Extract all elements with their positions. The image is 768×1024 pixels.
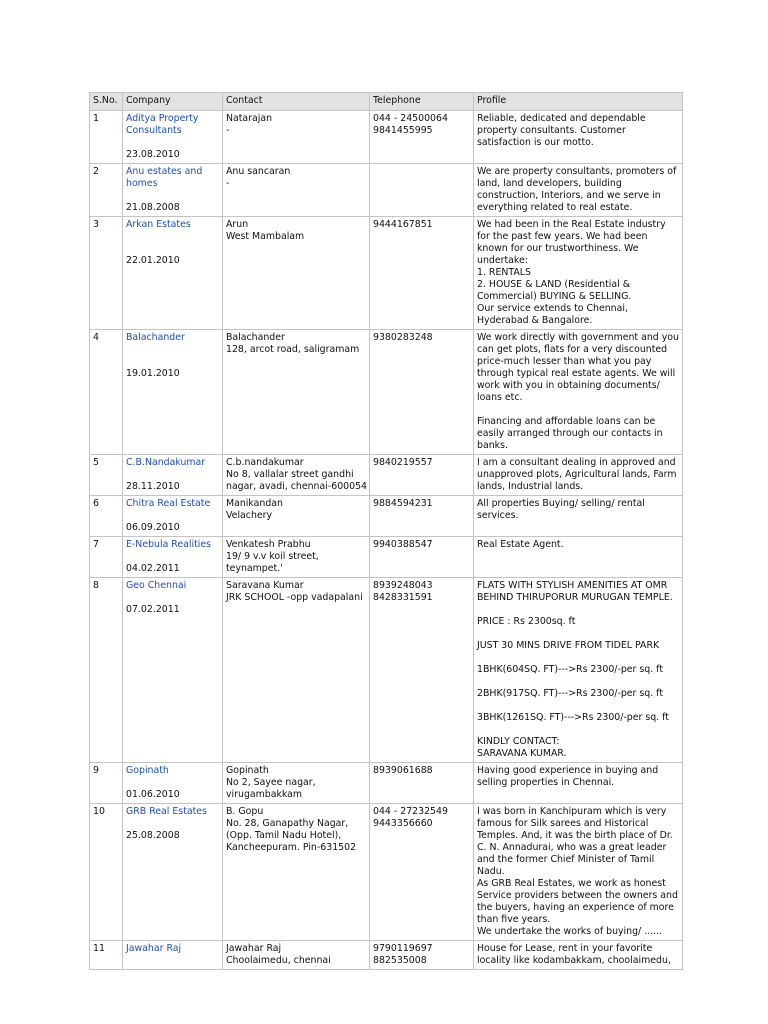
cell-telephone: [370, 330, 474, 455]
header-sno: S.No.: [90, 93, 123, 111]
cell-contact: [223, 578, 370, 763]
telephone-number: 9940388547: [373, 539, 433, 550]
listing-date: 21.08.2008: [126, 202, 180, 213]
cell-sno: 2: [90, 164, 123, 217]
table-row: [90, 496, 683, 537]
telephone-number: 8428331591: [373, 592, 433, 603]
company-link[interactable]: Arkan Estates: [126, 219, 191, 230]
cell-company: [123, 941, 223, 970]
listing-date: 23.08.2010: [126, 149, 180, 160]
cell-contact: [223, 111, 370, 164]
spacer: [126, 137, 219, 149]
contact-line: B. Gopu: [226, 806, 264, 817]
contact-line: Venkatesh Prabhu: [226, 539, 311, 550]
table-row: [90, 941, 683, 970]
telephone-number: 9790119697: [373, 943, 433, 954]
telephone-number: 9840219557: [373, 457, 433, 468]
header-contact: Contact: [223, 93, 370, 111]
real-estate-listing-table: [89, 92, 683, 970]
cell-telephone: [370, 217, 474, 330]
cell-sno: 3: [90, 217, 123, 330]
cell-contact: [223, 330, 370, 455]
cell-profile: Real Estate Agent.: [474, 537, 683, 578]
company-link[interactable]: Geo Chennai: [126, 580, 187, 591]
cell-company: [123, 496, 223, 537]
spacer: [126, 777, 219, 789]
spacer: [126, 955, 219, 967]
cell-telephone: [370, 496, 474, 537]
cell-contact: [223, 763, 370, 804]
company-link[interactable]: Gopinath: [126, 765, 169, 776]
cell-telephone: [370, 578, 474, 763]
contact-line: Manikandan: [226, 498, 283, 509]
telephone-number: 9841455995: [373, 125, 433, 136]
contact-line: -: [226, 178, 230, 189]
contact-line: JRK SCHOOL -opp vadapalani: [226, 592, 363, 603]
cell-telephone: [370, 111, 474, 164]
table-row: [90, 804, 683, 941]
telephone-number: 8939248043: [373, 580, 433, 591]
contact-line: No 2, Sayee nagar,: [226, 777, 316, 788]
contact-line: Velachery: [226, 510, 273, 521]
table-row: [90, 578, 683, 763]
table-header-row: [90, 93, 683, 111]
contact-line: No 8, vallalar street gandhi: [226, 469, 354, 480]
listing-date: 25.08.2008: [126, 830, 180, 841]
listing-date: 04.02.2011: [126, 563, 180, 574]
table-row: [90, 330, 683, 455]
contact-line: (Opp. Tamil Nadu Hotel),: [226, 830, 342, 841]
cell-profile: We had been in the Real Estate industry for the past few years. We had been known for our trustworthiness. We undertake: 1. RENTALS 2. HOUSE & LAND (Residential & Commercial) BUYING & SELLING. Our service extends to Chennai, Hyderabad & Bangalore.: [474, 217, 683, 330]
company-link[interactable]: Anu estates and homes: [126, 166, 203, 189]
listing-date: 01.06.2010: [126, 789, 180, 800]
listing-date: 22.01.2010: [126, 255, 180, 266]
cell-profile: We are property consultants, promoters of land, land developers, building construction, Interiors, and we serve in everything related to real estate.: [474, 164, 683, 217]
cell-profile: Reliable, dedicated and dependable property consultants. Customer satisfaction is our motto.: [474, 111, 683, 164]
telephone-number: 9444167851: [373, 219, 433, 230]
contact-line: Anu sancaran: [226, 166, 291, 177]
header-company: Company: [123, 93, 223, 111]
contact-line: 19/ 9 v.v koil street,: [226, 551, 319, 562]
cell-telephone: [370, 763, 474, 804]
table-row: [90, 111, 683, 164]
cell-profile: We work directly with government and you can get plots, flats for a very discounted price-much lesser than what you pay through typical real estate agents. We will work with you in obtaining documents/ loans etc. Financing and affordable loans can be easily arranged through our contacts in banks.: [474, 330, 683, 455]
telephone-number: 8939061688: [373, 765, 433, 776]
telephone-number: 044 - 27232549: [373, 806, 448, 817]
contact-line: Saravana Kumar: [226, 580, 304, 591]
spacer: [126, 469, 219, 481]
cell-sno: 7: [90, 537, 123, 578]
contact-line: Balachander: [226, 332, 285, 343]
spacer: [126, 344, 219, 368]
company-link[interactable]: Jawahar Raj: [126, 943, 182, 954]
cell-company: [123, 330, 223, 455]
cell-company: [123, 164, 223, 217]
listing-date: 06.09.2010: [126, 522, 180, 533]
contact-line: 128, arcot road, saligramam: [226, 344, 360, 355]
cell-contact: [223, 496, 370, 537]
contact-line: Jawahar Raj: [226, 943, 282, 954]
cell-company: [123, 217, 223, 330]
table-row: [90, 217, 683, 330]
cell-company: [123, 537, 223, 578]
telephone-number: 9884594231: [373, 498, 433, 509]
cell-contact: [223, 537, 370, 578]
cell-company: [123, 578, 223, 763]
table-body: [90, 111, 683, 970]
cell-company: [123, 763, 223, 804]
listing-date: 07.02.2011: [126, 604, 180, 615]
contact-line: Natarajan: [226, 113, 273, 124]
contact-line: -: [226, 125, 230, 136]
table-row: [90, 164, 683, 217]
listing-date: 28.11.2010: [126, 481, 180, 492]
cell-contact: [223, 804, 370, 941]
company-link[interactable]: C.B.Nandakumar: [126, 457, 206, 468]
cell-telephone: [370, 804, 474, 941]
cell-sno: 11: [90, 941, 123, 970]
cell-company: [123, 804, 223, 941]
cell-contact: [223, 164, 370, 217]
cell-sno: 10: [90, 804, 123, 941]
cell-sno: 9: [90, 763, 123, 804]
telephone-number: 9443356660: [373, 818, 433, 829]
cell-profile: FLATS WITH STYLISH AMENITIES AT OMR BEHIND THIRUPORUR MURUGAN TEMPLE. PRICE : Rs 2300sq. ft JUST 30 MINS DRIVE FROM TIDEL PARK 1BHK(604SQ. FT)--->Rs 2300/-per sq. ft 2BHK(917SQ. FT)--->Rs 2300/-per sq. ft 3BHK(1261SQ. FT)--->Rs 2300/-per sq. ft KINDLY CONTACT: SARAVANA KUMAR.: [474, 578, 683, 763]
contact-line: nagar, avadi, chennai-600054: [226, 481, 368, 492]
header-telephone: Telephone: [370, 93, 474, 111]
contact-line: teynampet.': [226, 563, 283, 574]
cell-sno: 6: [90, 496, 123, 537]
listing-date: 19.01.2010: [126, 368, 180, 379]
contact-line: Kancheepuram. Pin-631502: [226, 842, 357, 853]
header-profile: Profile: [474, 93, 683, 111]
spacer: [126, 818, 219, 830]
spacer: [126, 592, 219, 604]
contact-line: Arun: [226, 219, 249, 230]
company-link[interactable]: GRB Real Estates: [126, 806, 207, 817]
cell-sno: 5: [90, 455, 123, 496]
contact-line: virugambakkam: [226, 789, 303, 800]
cell-profile: I am a consultant dealing in approved and unapproved plots, Agricultural lands, Farm lands, Industrial lands.: [474, 455, 683, 496]
cell-contact: [223, 941, 370, 970]
spacer: [126, 231, 219, 255]
cell-telephone: [370, 941, 474, 970]
cell-sno: 1: [90, 111, 123, 164]
cell-contact: [223, 455, 370, 496]
spacer: [126, 190, 219, 202]
contact-line: Choolaimedu, chennai: [226, 955, 331, 966]
cell-profile: House for Lease, rent in your favorite locality like kodambakkam, choolaimedu,: [474, 941, 683, 970]
cell-profile: All properties Buying/ selling/ rental services.: [474, 496, 683, 537]
contact-line: No. 28, Ganapathy Nagar,: [226, 818, 349, 829]
cell-profile: I was born in Kanchipuram which is very famous for Silk sarees and Historical Temples. And, it was the birth place of Dr. C. N. Annadurai, who was a great leader and the former Chief Minister of Tamil Nadu. As GRB Real Estates, we work as honest Service providers between the owners and the buyers, having an experience of more than five years. We undertake the works of buying/ ......: [474, 804, 683, 941]
telephone-number: 044 - 24500064: [373, 113, 448, 124]
spacer: [126, 551, 219, 563]
cell-telephone: [370, 455, 474, 496]
contact-line: Gopinath: [226, 765, 269, 776]
cell-telephone: [370, 164, 474, 217]
company-link[interactable]: E-Nebula Realities: [126, 539, 212, 550]
table-row: [90, 763, 683, 804]
company-link[interactable]: Aditya Property Consultants: [126, 113, 199, 136]
cell-company: [123, 455, 223, 496]
table-row: [90, 537, 683, 578]
contact-line: West Mambalam: [226, 231, 305, 242]
cell-profile: Having good experience in buying and selling properties in Chennai.: [474, 763, 683, 804]
spacer: [126, 510, 219, 522]
cell-sno: 8: [90, 578, 123, 763]
telephone-number: 9380283248: [373, 332, 433, 343]
table-row: [90, 455, 683, 496]
cell-telephone: [370, 537, 474, 578]
cell-contact: [223, 217, 370, 330]
cell-company: [123, 111, 223, 164]
company-link[interactable]: Balachander: [126, 332, 185, 343]
telephone-number: 882535008: [373, 955, 427, 966]
contact-line: C.b.nandakumar: [226, 457, 304, 468]
cell-sno: 4: [90, 330, 123, 455]
company-link[interactable]: Chitra Real Estate: [126, 498, 211, 509]
